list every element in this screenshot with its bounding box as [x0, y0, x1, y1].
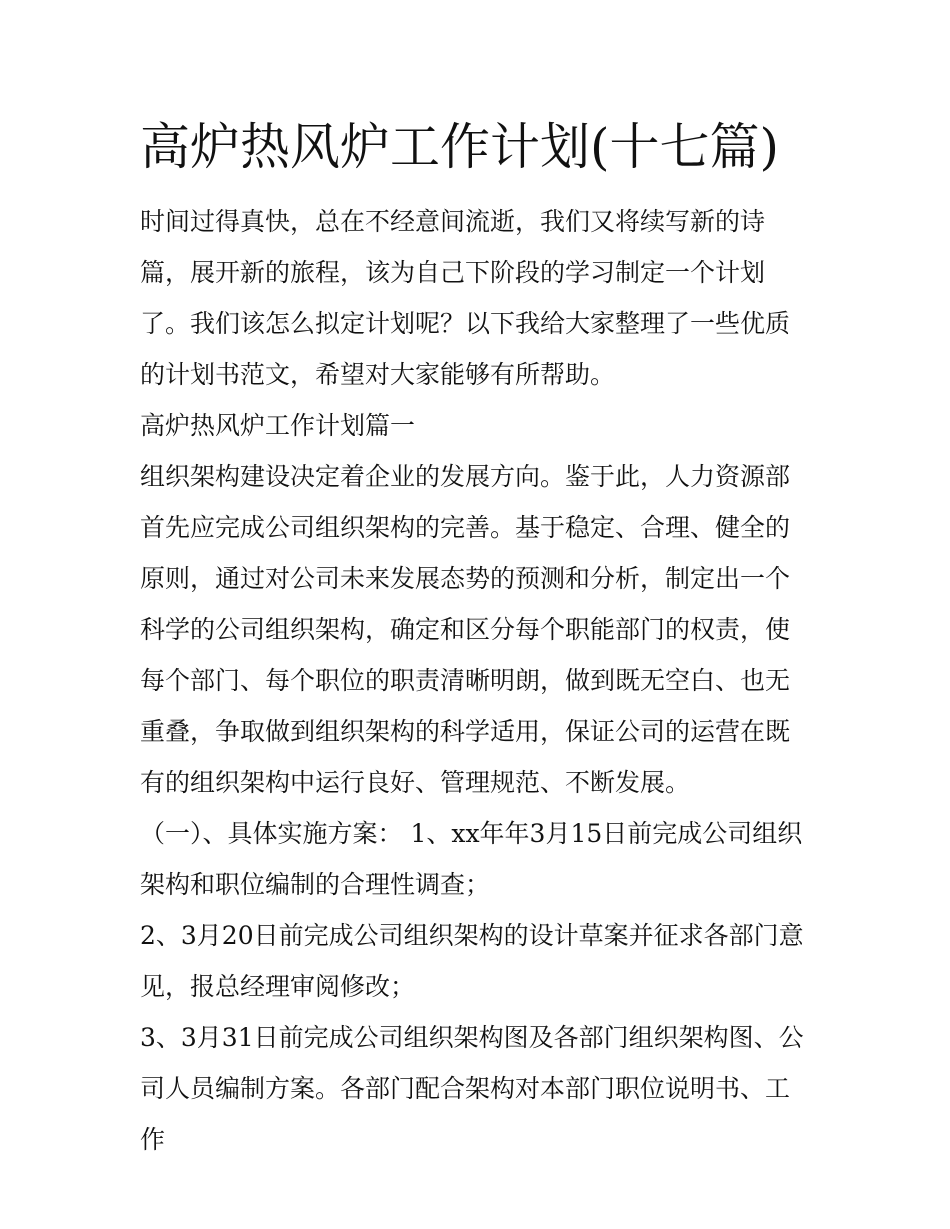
plan-step-3-paragraph: 3、3月31日前完成公司组织架构图及各部门组织架构图、公司人员编制方案。各部门配合架构对本部门职位说明书、工作 — [140, 1023, 804, 1154]
plan-step-1-paragraph: （一）、具体实施方案： 1、xx年年3月15日前完成公司组织架构和职位编制的合理性调查； — [140, 819, 803, 899]
plan-step-2-paragraph: 2、3月20日前完成公司组织架构的设计草案并征求各部门意见，报总经理审阅修改； — [140, 921, 804, 1001]
org-structure-paragraph: 组织架构建设决定着企业的发展方向。鉴于此，人力资源部首先应完成公司组织架构的完善。基于稳定、合理、健全的原则，通过对公司未来发展态势的预测和分析，制定出一个科学的公司组织架构，确定和区分每个职能部门的权责，使每个部门、每个职位的职责清晰明朗，做到既无空白、也无重叠，争取做到组织架构的科学适用，保证公司的运营在既有的组织架构中运行良好、管理规范、不断发展。 — [140, 462, 791, 797]
section-heading: 高炉热风炉工作计划篇一 — [140, 411, 416, 440]
intro-paragraph: 时间过得真快，总在不经意间流逝，我们又将续写新的诗篇，展开新的旅程，该为自己下阶段的学习制定一个计划了。我们该怎么拟定计划呢？以下我给大家整理了一些优质的计划书范文，希望对大家能够有所帮助。 — [140, 207, 791, 389]
document-title: 高炉热风炉工作计划(十七篇) — [140, 118, 780, 176]
document-body — [140, 196, 812, 1165]
